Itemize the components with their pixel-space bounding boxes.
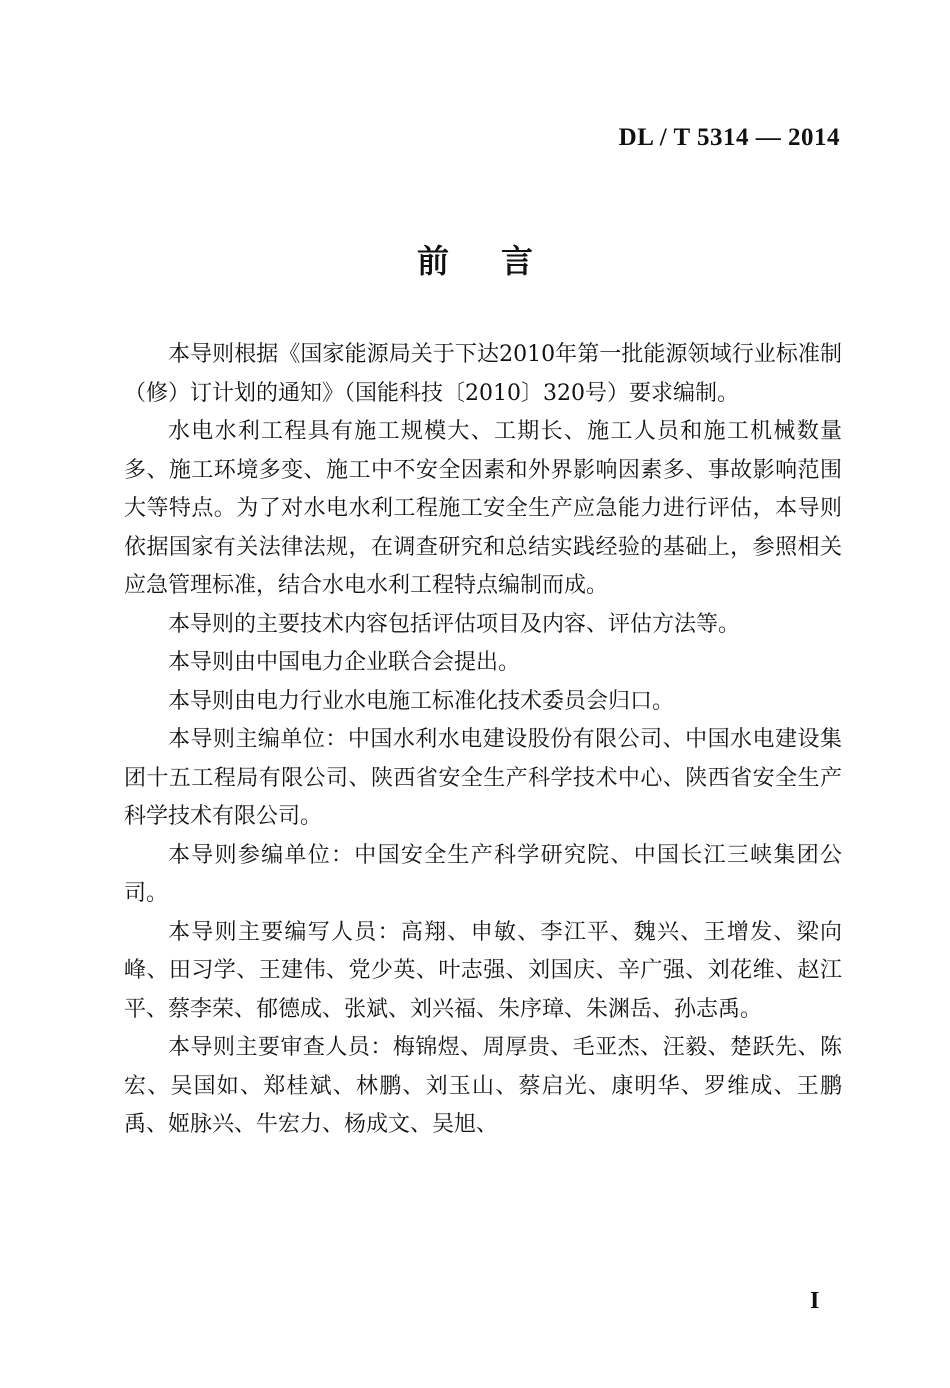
paragraph-basis: 本导则根据《国家能源局关于下达2010年第一批能源领域行业标准制（修）订计划的通知》（国能科技〔2010〕320号）要求编制。 <box>124 342 842 406</box>
paragraph-characteristics: 水电水利工程具有施工规模大、工期长、施工人员和施工机械数量多、施工环境多变、施工中不安全因素和外界影响因素多、事故影响范围大等特点。为了对水电水利工程施工安全生产应急能力进行评估，本导则依据国家有关法律法规，在调查研究和总结实践经验的基础上，参照相关应急管理标准，结合水电水利工程特点编制而成。 <box>124 419 842 598</box>
paragraph-proposed-by: 本导则由中国电力企业联合会提出。 <box>168 650 521 675</box>
paragraph-administered-by: 本导则由电力行业水电施工标准化技术委员会归口。 <box>168 688 675 714</box>
paragraph-drafters: 本导则主要编写人员：高翔、申敏、李江平、魏兴、王增发、梁向峰、田习学、王建伟、党少英、叶志强、刘国庆、辛广强、刘花维、赵江平、蔡李荣、郁德成、张斌、刘兴福、朱序璋、朱渊岳、孙志禹。 <box>124 919 842 1022</box>
page-title: 前言 <box>416 242 585 280</box>
paragraph-main-content: 本导则的主要技术内容包括评估项目及内容、评估方法等。 <box>168 611 741 637</box>
paragraph-participating-units: 本导则参编单位：中国安全生产科学研究院、中国长江三峡集团公司。 <box>124 842 842 906</box>
standard-code: DL / T 5314 — 2014 <box>618 124 840 151</box>
paragraph-reviewers: 本导则主要审查人员：梅锦煜、周厚贵、毛亚杰、汪毅、楚跃先、陈宏、吴国如、郑桂斌、林鹏、刘玉山、蔡启光、康明华、罗维成、王鹏禹、姬脉兴、牛宏力、杨成文、吴旭、 <box>124 1035 842 1137</box>
paragraph-chief-editors: 本导则主编单位：中国水利水电建设股份有限公司、中国水电建设集团十五工程局有限公司、陕西省安全生产科学技术中心、陕西省安全生产科学技术有限公司。 <box>124 727 842 829</box>
page-number: I <box>810 1288 820 1314</box>
foreword-body <box>124 336 842 1145</box>
